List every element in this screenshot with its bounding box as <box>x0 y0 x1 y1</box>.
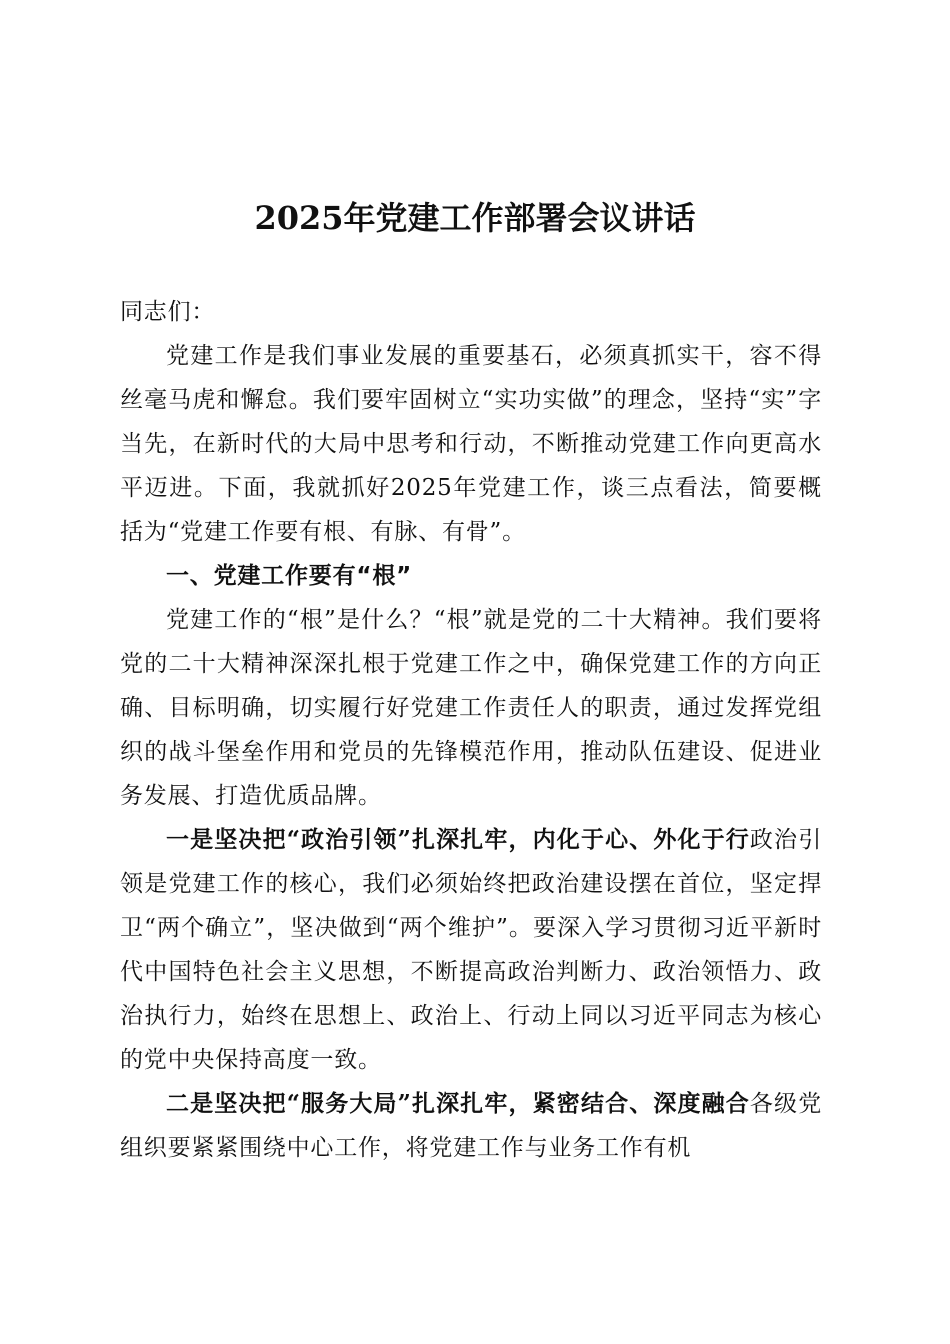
point-1-lead: 一是坚决把“政治引领”扎深扎牢，内化于心、外化于行 <box>166 826 750 853</box>
point-2-body: 各级党组织要紧紧围绕中心工作，将党建工作与业务工作有机 <box>120 1091 822 1161</box>
point-2-lead: 二是坚决把“服务大局”扎深扎牢，紧密结合、深度融合 <box>166 1090 750 1117</box>
section-heading-1: 一、党建工作要有“根” <box>166 563 413 589</box>
point-1-paragraph <box>120 818 822 1082</box>
intro-paragraph: 党建工作是我们事业发展的重要基石，必须真抓实干，容不得丝毫马虎和懈怠。我们要牢固树立“实功实做”的理念，坚持“实”字当先，在新时代的大局中思考和行动，不断推动党建工作向更高水平迈进。下面，我就抓好2025年党建工作，谈三点看法，简要概括为“党建工作要有根、有脉、有骨”。 <box>120 343 822 545</box>
point-2-paragraph <box>120 1082 822 1170</box>
salutation: 同志们： <box>120 299 216 325</box>
section-1-paragraph: 党建工作的“根”是什么？“根”就是党的二十大精神。我们要将党的二十大精神深深扎根于党建工作之中，确保党建工作的方向正确、目标明确，切实履行好党建工作责任人的职责，通过发挥党组织的战斗堡垒作用和党员的先锋模范作用，推动队伍建设、促进业务发展、打造优质品牌。 <box>120 607 822 809</box>
point-1-body: 政治引领是党建工作的核心，我们必须始终把政治建设摆在首位，坚定捍卫“两个确立”，坚决做到“两个维护”。要深入学习贯彻习近平新时代中国特色社会主义思想，不断提高政治判断力、政治领悟力、政治执行力，始终在思想上、政治上、行动上同以习近平同志为核心的党中央保持高度一致。 <box>120 827 822 1073</box>
document-title: 2025年党建工作部署会议讲话 <box>254 199 696 237</box>
document-body <box>120 290 822 1170</box>
